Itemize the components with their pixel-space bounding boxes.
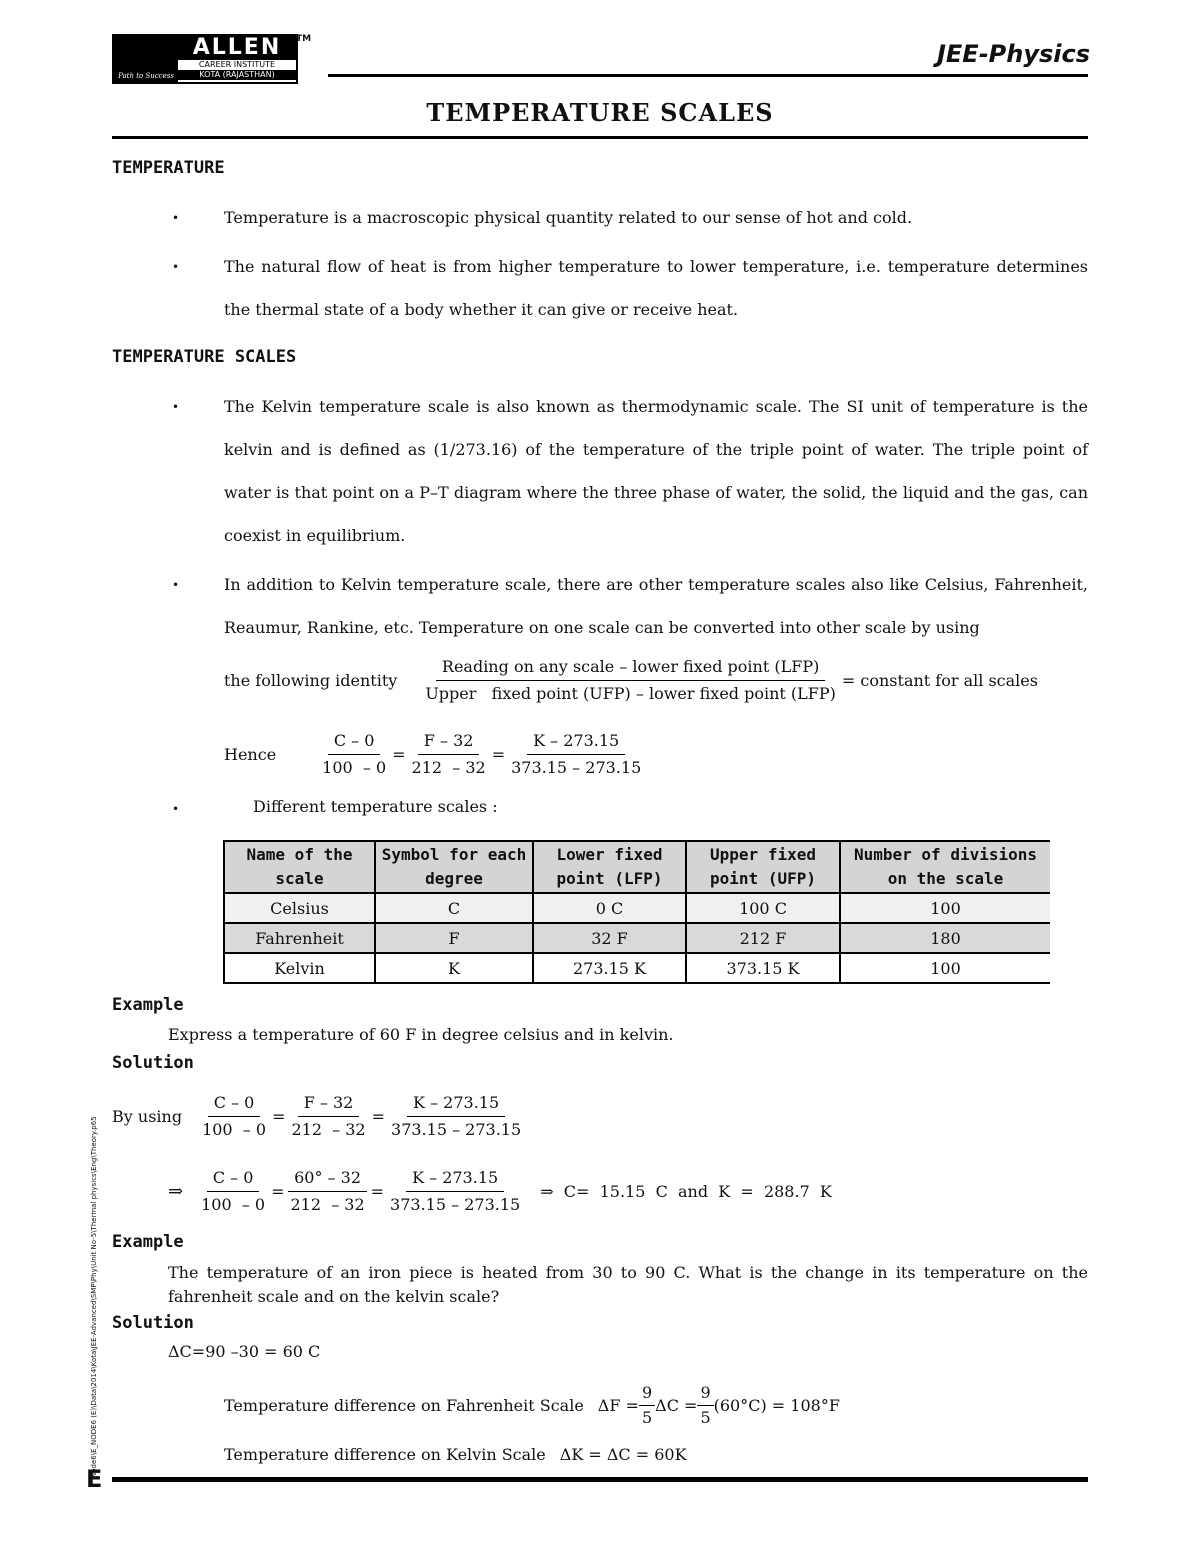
k-numerator: K – 273.15 bbox=[407, 1092, 505, 1117]
bullet: • bbox=[172, 211, 180, 225]
f-denominator: 212 – 32 bbox=[411, 758, 486, 777]
equals: = bbox=[371, 1107, 386, 1126]
solution-equation-1 bbox=[112, 1092, 527, 1141]
kelvin-fraction bbox=[505, 730, 647, 779]
celsius-fraction bbox=[196, 1092, 272, 1141]
delta-c-term: ΔC = bbox=[655, 1396, 698, 1415]
f-denominator: 212 – 32 bbox=[290, 1195, 365, 1214]
trademark: TM bbox=[296, 34, 312, 44]
equals: = bbox=[370, 1182, 385, 1201]
table-cell: 100 bbox=[840, 893, 1050, 923]
section-heading-temperature-scales: TEMPERATURE SCALES bbox=[112, 347, 297, 367]
table-cell: 180 bbox=[840, 923, 1050, 953]
table-row bbox=[224, 893, 1050, 923]
equals: = bbox=[271, 1182, 285, 1201]
bullet: • bbox=[172, 400, 180, 414]
delta-c-line: ΔC=90 –30 = 60 C bbox=[168, 1342, 321, 1361]
table-header: Upper fixed point (UFP) bbox=[686, 841, 840, 893]
file-path-text: Node6\E_NODE6 (E)\Data\2014\Kota\JEE-Advanced\SMP\Phy\Unit No-5\Thermal physics\Eng\Theory.p65 bbox=[90, 1116, 98, 1478]
scales-table-wrap bbox=[223, 840, 1050, 984]
table-cell: F bbox=[375, 923, 533, 953]
five: 5 bbox=[641, 1408, 653, 1427]
logo-brand: ALLEN bbox=[178, 36, 296, 60]
delta-f: ΔF = bbox=[597, 1396, 639, 1415]
k-denominator: 373.15 – 273.15 bbox=[390, 1195, 521, 1214]
table-cell: 373.15 K bbox=[686, 953, 840, 983]
file-path-sidebar bbox=[84, 1098, 104, 1478]
c-numerator: C – 0 bbox=[328, 730, 381, 755]
k-numerator: K – 273.15 bbox=[406, 1167, 504, 1192]
allen-logo bbox=[112, 34, 298, 84]
solution-equation-2 bbox=[168, 1167, 832, 1216]
kelvin-fraction bbox=[385, 1092, 527, 1141]
identity-fraction bbox=[419, 656, 842, 705]
k-difference-lead: Temperature difference on Kelvin Scale bbox=[224, 1445, 546, 1464]
table-cell: 212 F bbox=[686, 923, 840, 953]
c-denominator: 100 – 0 bbox=[322, 758, 387, 777]
implies-sign: ⇒ bbox=[168, 1181, 184, 1202]
f-difference-lead: Temperature difference on Fahrenheit Scale bbox=[224, 1396, 584, 1415]
identity-tail: = constant for all scales bbox=[841, 671, 1038, 690]
paragraph: The Kelvin temperature scale is also known as thermodynamic scale. The SI unit of temperature is the kelvin and is defined as (1/273.16) of the temperature of the triple point of water. The triple point of water is that point on a P–T diagram where the three phase of water, the solid, the liquid and the gas, can coexist in equilibrium. bbox=[224, 397, 1088, 545]
table-row bbox=[224, 923, 1050, 953]
example-label: Example bbox=[112, 995, 184, 1015]
section-heading-temperature: TEMPERATURE bbox=[112, 158, 225, 178]
table-row bbox=[224, 953, 1050, 983]
example-label: Example bbox=[112, 1232, 184, 1252]
footer-rule bbox=[112, 1477, 1088, 1482]
table-cell: 100 bbox=[840, 953, 1050, 983]
hence-label: Hence bbox=[224, 745, 277, 764]
bullet: • bbox=[172, 260, 180, 274]
identity-numerator: Reading on any scale – lower fixed point (LFP) bbox=[436, 656, 825, 681]
table-cell: 32 F bbox=[533, 923, 686, 953]
f-result: (60°C) = 108°F bbox=[713, 1396, 840, 1415]
k-numerator: K – 273.15 bbox=[527, 730, 625, 755]
table-cell: Celsius bbox=[224, 893, 375, 923]
paragraph: Different temperature scales : bbox=[253, 797, 498, 816]
table-cell: 273.15 K bbox=[533, 953, 686, 983]
kelvin-difference bbox=[224, 1445, 687, 1464]
table-header: Number of divisions on the scale bbox=[840, 841, 1050, 893]
nine-fifths bbox=[697, 1382, 713, 1429]
k-denominator: 373.15 – 273.15 bbox=[511, 758, 642, 777]
table-cell: 0 C bbox=[533, 893, 686, 923]
hence-equation bbox=[224, 730, 647, 779]
f-denominator: 212 – 32 bbox=[291, 1120, 366, 1139]
nine: 9 bbox=[639, 1382, 655, 1406]
kelvin-fraction bbox=[384, 1167, 526, 1216]
page-letter: E bbox=[86, 1465, 103, 1493]
example-question: Express a temperature of 60 F in degree celsius and in kelvin. bbox=[168, 1025, 674, 1044]
c-numerator: C – 0 bbox=[207, 1167, 260, 1192]
k-denominator: 373.15 – 273.15 bbox=[391, 1120, 522, 1139]
table-cell: Kelvin bbox=[224, 953, 375, 983]
table-cell: C bbox=[375, 893, 533, 923]
bullet: • bbox=[172, 578, 180, 592]
k-result: ΔK = ΔC = 60K bbox=[559, 1445, 687, 1464]
table-header: Symbol for each degree bbox=[375, 841, 533, 893]
title-rule bbox=[112, 136, 1088, 139]
f-numerator: F – 32 bbox=[298, 1092, 360, 1117]
by-using-label: By using bbox=[112, 1107, 183, 1126]
bullet: • bbox=[172, 802, 180, 816]
scales-table bbox=[223, 840, 1050, 984]
paragraph: Temperature is a macroscopic physical quantity related to our sense of hot and cold. bbox=[224, 208, 913, 227]
header-rule bbox=[328, 74, 1088, 77]
nine-fifths bbox=[639, 1382, 655, 1429]
page-title: TEMPERATURE SCALES bbox=[426, 98, 774, 127]
f-numerator: F – 32 bbox=[418, 730, 480, 755]
five: 5 bbox=[700, 1408, 711, 1427]
example-question: The temperature of an iron piece is heated from 30 to 90 C. What is the change in its temperature on the fahrenheit scale and on the kelvin scale? bbox=[168, 1263, 1088, 1306]
identity-lead: the following identity bbox=[224, 671, 398, 690]
table-header-row bbox=[224, 841, 1050, 893]
subject-label: JEE-Physics bbox=[936, 40, 1090, 68]
c-denominator: 100 – 0 bbox=[201, 1195, 266, 1214]
table-cell: K bbox=[375, 953, 533, 983]
identity-denominator: Upper fixed point (UFP) – lower fixed point (LFP) bbox=[425, 684, 836, 703]
paragraph: In addition to Kelvin temperature scale, there are other temperature scales also like Celsius, Fahrenheit, Reaumur, Rankine, etc. Temperature on one scale can be converted into other scale by using bbox=[224, 575, 1088, 637]
equals: = bbox=[491, 745, 506, 764]
c-denominator: 100 – 0 bbox=[202, 1120, 267, 1139]
table-cell: 100 C bbox=[686, 893, 840, 923]
fahrenheit-fraction bbox=[406, 730, 492, 779]
identity-equation bbox=[224, 656, 1038, 705]
logo-sub2: KOTA (RAJASTHAN) bbox=[178, 70, 296, 80]
table-header: Name of the scale bbox=[224, 841, 375, 893]
f-numerator: 60° – 32 bbox=[288, 1167, 367, 1192]
fahrenheit-difference bbox=[224, 1382, 840, 1429]
table-header: Lower fixed point (LFP) bbox=[533, 841, 686, 893]
table-cell: Fahrenheit bbox=[224, 923, 375, 953]
fahrenheit-fraction bbox=[285, 1092, 371, 1141]
logo-tagline: Path to Success bbox=[114, 36, 178, 82]
equals: = bbox=[272, 1107, 286, 1126]
nine: 9 bbox=[697, 1382, 713, 1406]
celsius-fraction bbox=[316, 730, 392, 779]
celsius-fraction bbox=[195, 1167, 271, 1216]
solution-label: Solution bbox=[112, 1313, 194, 1333]
result-text: ⇒ C= 15.15 C and K = 288.7 K bbox=[540, 1182, 832, 1201]
fahrenheit-fraction bbox=[284, 1167, 370, 1216]
logo-sub1: CAREER INSTITUTE bbox=[198, 60, 276, 69]
equals: = bbox=[392, 745, 406, 764]
solution-label: Solution bbox=[112, 1053, 194, 1073]
c-numerator: C – 0 bbox=[208, 1092, 261, 1117]
paragraph: The natural flow of heat is from higher temperature to lower temperature, i.e. temperature determines the thermal state of a body whether it can give or receive heat. bbox=[224, 257, 1088, 319]
